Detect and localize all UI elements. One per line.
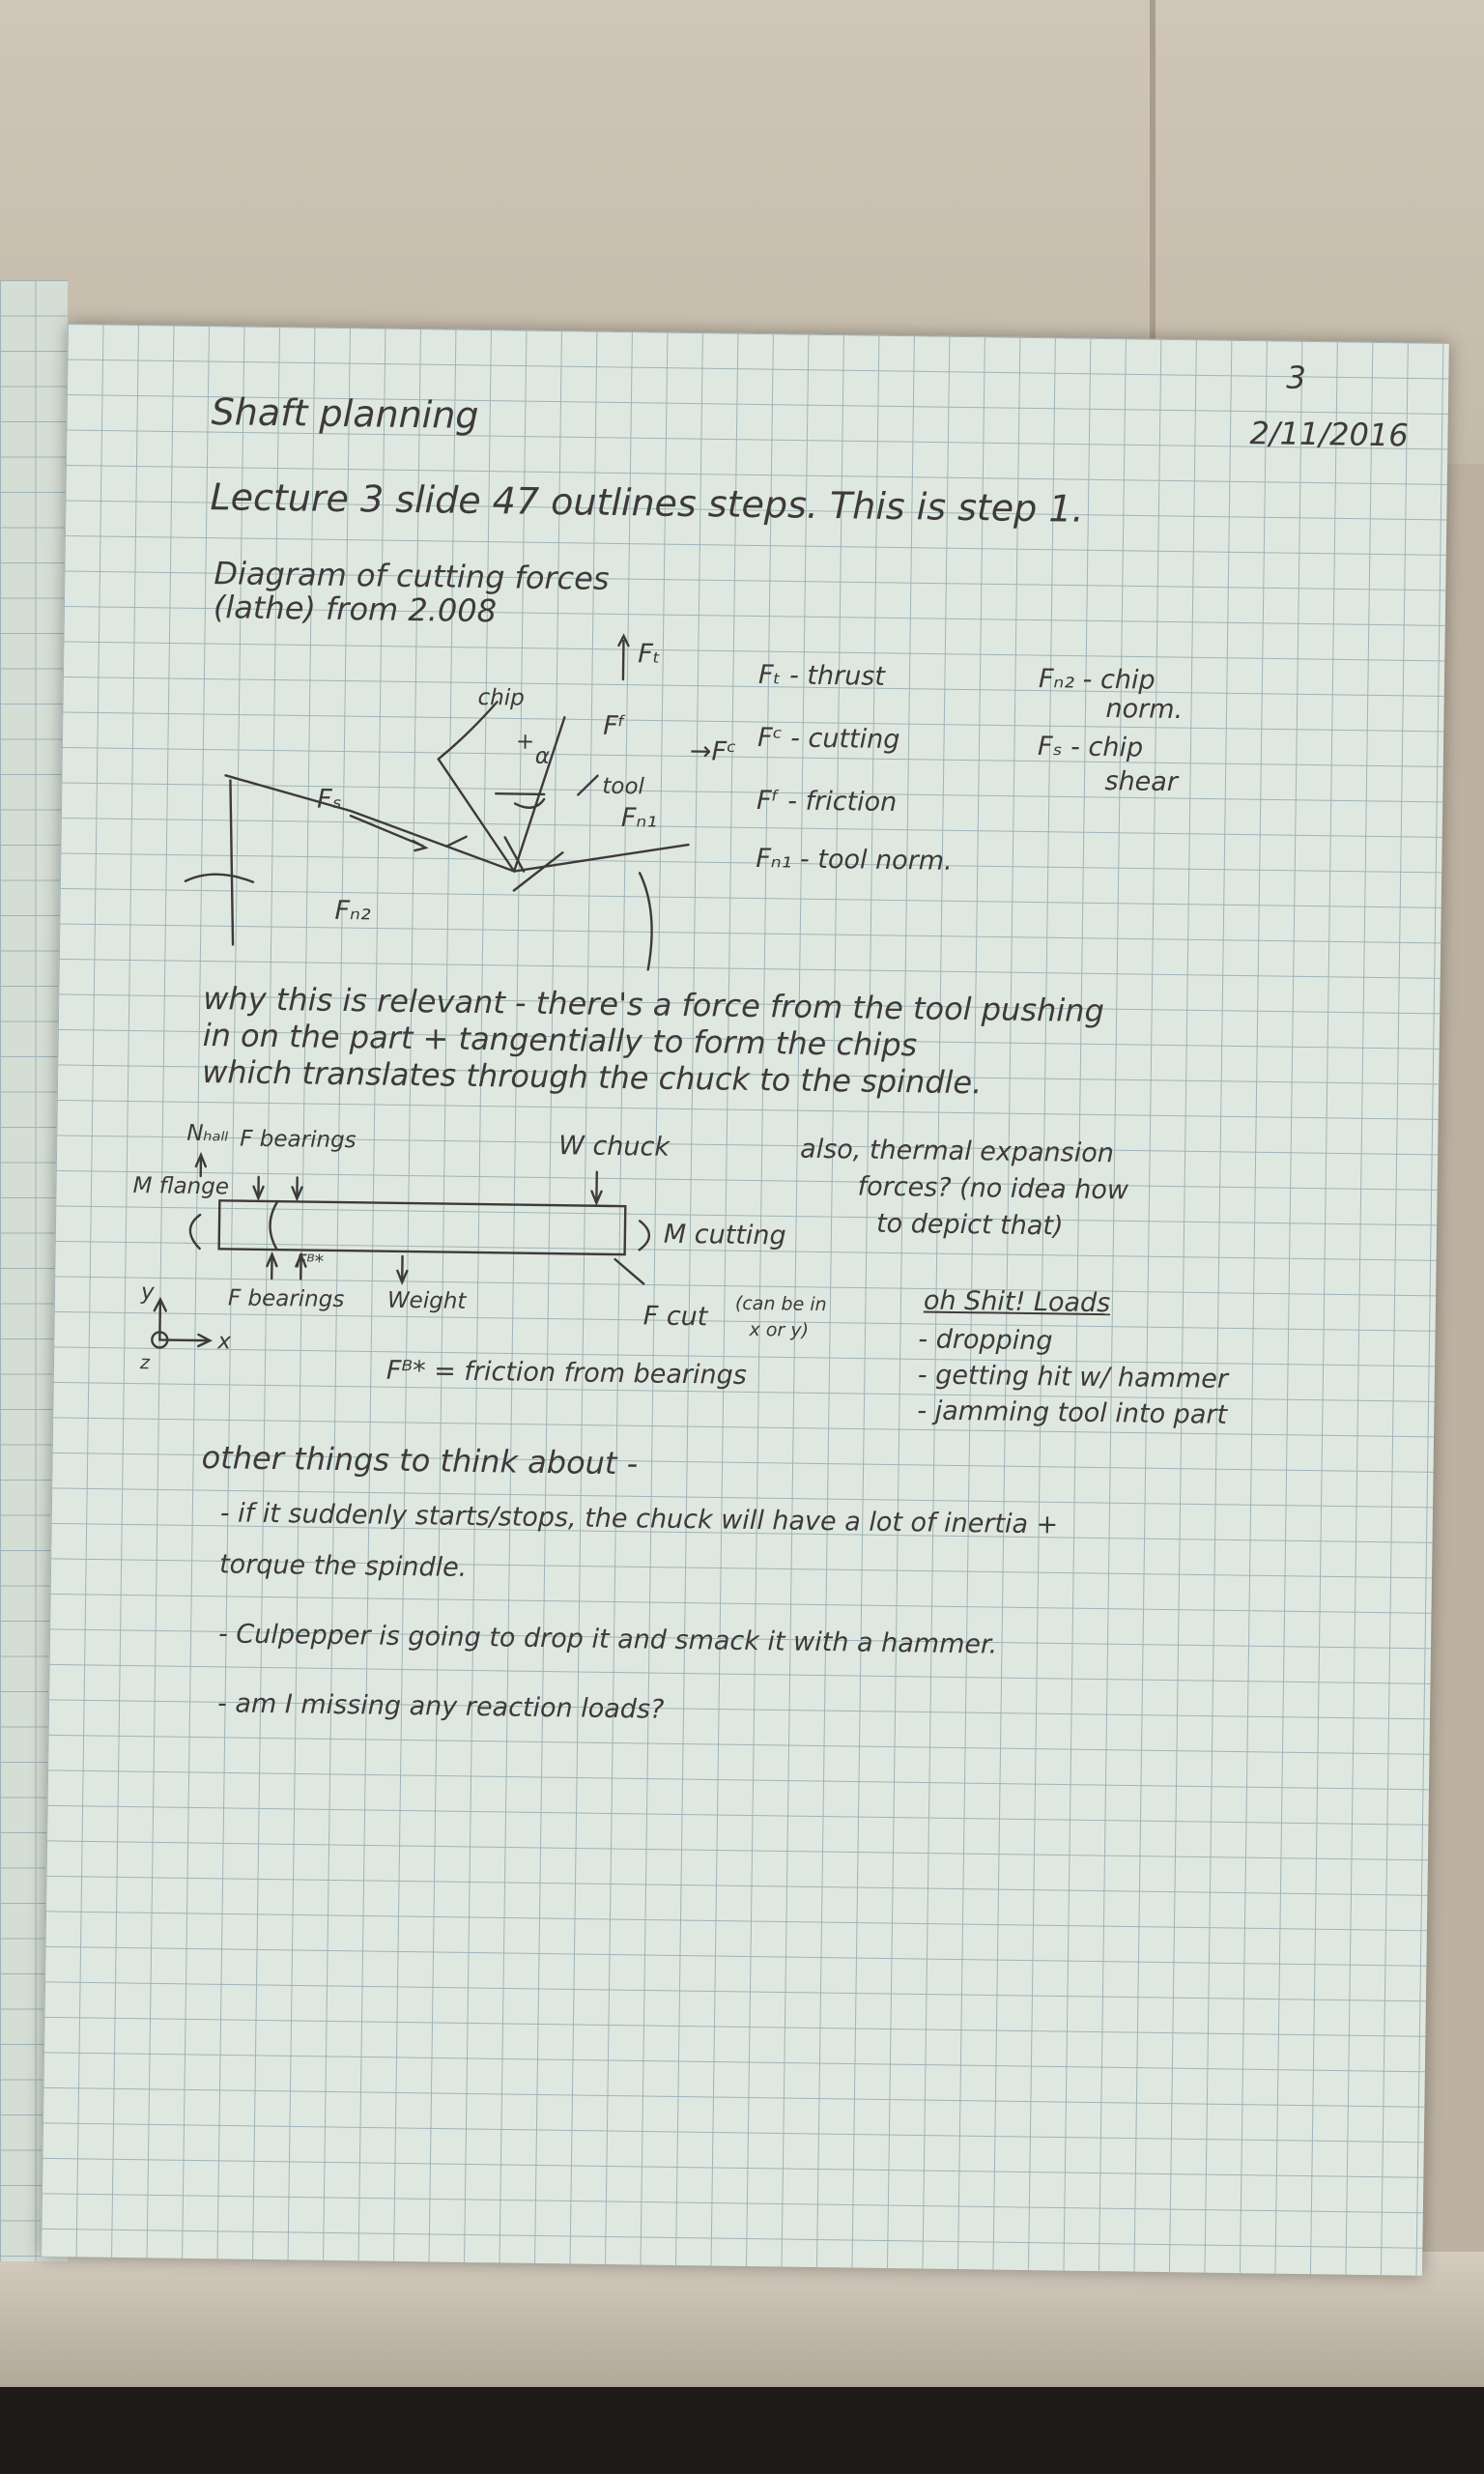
n-ball-label: Nₕₐₗₗ — [186, 1120, 229, 1147]
f-bearings-bottom-label: F bearings — [227, 1285, 345, 1313]
legend-friction: Fᶠ - friction — [756, 786, 898, 819]
w-chuck-label: W chuck — [557, 1131, 671, 1163]
fs-label: Fₛ — [316, 784, 342, 816]
legend-tool-norm: Fₙ₁ - tool norm. — [756, 844, 953, 877]
diagram-heading-line-2: (lathe) from 2.008 — [213, 589, 498, 630]
coord-axes — [159, 1301, 209, 1340]
f-b-star-label: Fᴮ* — [296, 1251, 325, 1273]
chip-label: chip — [477, 684, 526, 711]
other-things-heading: other things to think about - — [201, 1439, 639, 1482]
desk-edge-shadow — [0, 2387, 1484, 2474]
f-cut-note-line-2: x or y) — [749, 1318, 810, 1341]
desk-seam — [1150, 0, 1156, 348]
thermal-note-line-3: to depict that) — [875, 1208, 1064, 1242]
fn2-label: Fₙ₂ — [334, 895, 371, 927]
page-title: Shaft planning — [211, 390, 479, 437]
loads-item-dropping: - dropping — [918, 1324, 1053, 1357]
other-item-inertia: - if it suddenly starts/stops, the chuck will have a lot of inertia + — [219, 1498, 1059, 1540]
ft-label: Fₜ — [638, 639, 661, 670]
other-item-inertia-cont: torque the spindle. — [218, 1549, 468, 1583]
thermal-note-line-1: also, thermal expansion — [799, 1134, 1115, 1169]
tool-label: tool — [602, 773, 645, 800]
axis-z-label: z — [139, 1352, 151, 1374]
relevance-line-1: why this is relevant - there's a force from the tool pushing — [203, 980, 1105, 1030]
intro-line: Lecture 3 slide 47 outlines steps. This is step 1. — [210, 475, 1084, 531]
f-cut-arrow — [614, 1259, 643, 1283]
loads-item-hammer: - getting hit w/ hammer — [917, 1360, 1229, 1395]
alpha-label: α — [534, 743, 551, 770]
relevance-line-3: which translates through the chuck to the spindle. — [201, 1053, 983, 1102]
m-flange-arc — [190, 1215, 200, 1249]
axis-x-label: x — [217, 1329, 232, 1355]
relevance-line-2: in on the part + tangentially to form the chips — [202, 1017, 918, 1064]
ff-label: Fᶠ — [603, 710, 627, 742]
loads-heading: oh Shit! Loads — [923, 1285, 1111, 1319]
legend-thrust: Fₜ - thrust — [757, 660, 886, 692]
friction-note: Fᴮ* = friction from bearings — [385, 1355, 748, 1391]
f-bearings-top-label: F bearings — [240, 1126, 357, 1154]
legend-cutting: Fᶜ - cutting — [756, 723, 900, 756]
diagram-heading-line-1: Diagram of cutting forces — [214, 555, 610, 597]
notebook-page — [41, 324, 1449, 2276]
m-cutting-label: M cutting — [663, 1219, 786, 1251]
plus-label: + — [515, 729, 535, 755]
f-cut-label: F cut — [642, 1301, 708, 1333]
f-cut-note-line-1: (can be in — [734, 1292, 827, 1316]
shaft-body — [219, 1200, 626, 1254]
fc-label: →Fᶜ — [689, 736, 737, 767]
other-item-reaction-loads: - am I missing any reaction loads? — [216, 1688, 665, 1725]
page-date: 2/11/2016 — [1249, 415, 1409, 454]
page-number: 3 — [1286, 359, 1306, 396]
thermal-note-line-2: forces? (no idea how — [857, 1171, 1129, 1206]
weight-label: Weight — [386, 1287, 467, 1314]
fn1-label: Fₙ₁ — [620, 803, 658, 834]
legend-chip-norm-cont: norm. — [1105, 694, 1184, 726]
loads-item-jamming: - jamming tool into part — [917, 1395, 1228, 1430]
legend-chip-norm: Fₙ₂ - chip — [1038, 664, 1156, 696]
legend-chip-shear-cont: shear — [1104, 766, 1179, 798]
m-flange-label: M flange — [132, 1173, 230, 1200]
axis-y-label: y — [140, 1280, 155, 1306]
m-cutting-arc — [640, 1221, 649, 1250]
legend-chip-shear: Fₛ - chip — [1037, 732, 1144, 763]
other-item-culpepper: - Culpepper is going to drop it and smack it with a hammer. — [217, 1619, 998, 1660]
